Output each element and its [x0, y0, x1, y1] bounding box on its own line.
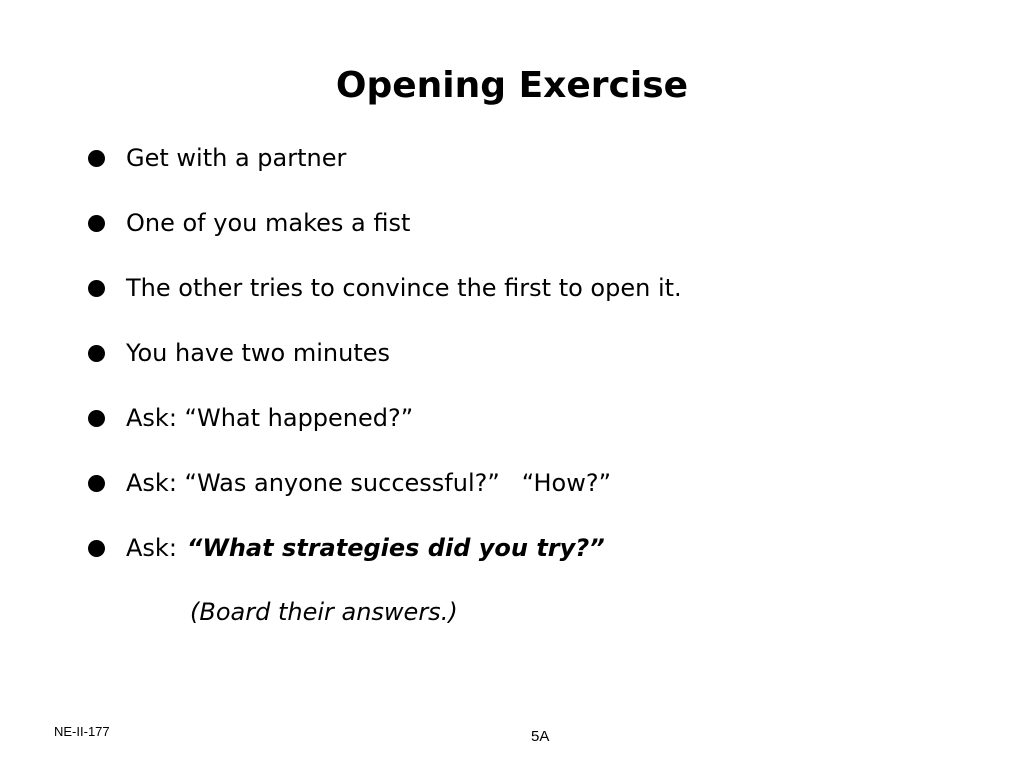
- bullet-text: You have two minutes: [126, 339, 391, 367]
- bullet-text: Get with a partner: [126, 144, 347, 172]
- bullet-text: Ask: “Was anyone successful?”: [126, 469, 500, 497]
- bullet-dot-icon: [88, 540, 105, 557]
- bullet-item: [88, 398, 413, 438]
- board-note: (Board their answers.): [190, 598, 458, 626]
- bullet-item: [88, 138, 346, 178]
- bullet-extra-text: “How?”: [521, 469, 612, 497]
- bullet-dot-icon: [88, 410, 105, 427]
- slide-title: Opening Exercise: [335, 65, 689, 106]
- bullet-item: [88, 203, 410, 243]
- page-number: 5A: [531, 728, 550, 745]
- bullet-dot-icon: [88, 280, 105, 297]
- bullet-text: The other tries to convince the first to open it.: [126, 274, 682, 302]
- bullet-dot-icon: [88, 345, 105, 362]
- bullet-text: Ask:: [126, 534, 177, 562]
- bullet-item: [88, 268, 682, 308]
- bullet-text: Ask: “What happened?”: [126, 404, 414, 432]
- bullet-emphasis-text: “What strategies did you try?”: [186, 534, 605, 562]
- bullet-item: [88, 528, 605, 568]
- footer-code: NE-II-177: [54, 724, 110, 739]
- bullet-item: [88, 463, 611, 503]
- bullet-dot-icon: [88, 150, 105, 167]
- bullet-dot-icon: [88, 475, 105, 492]
- bullet-dot-icon: [88, 215, 105, 232]
- bullet-item: [88, 333, 390, 373]
- bullet-text: One of you makes a fist: [126, 209, 411, 237]
